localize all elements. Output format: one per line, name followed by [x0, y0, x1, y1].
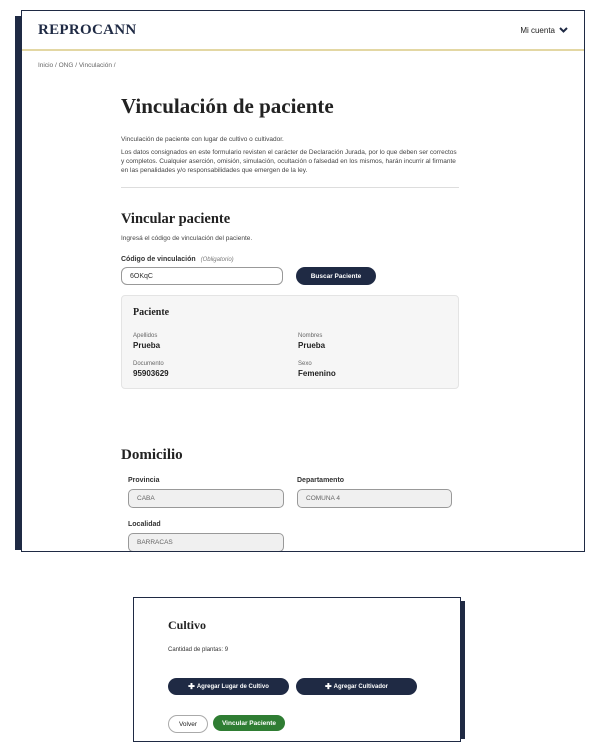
cultivo-window [133, 597, 461, 742]
apellidos-value: Prueba [133, 341, 161, 350]
nombres-field [298, 333, 325, 350]
localidad-field[interactable]: BARRACAS [128, 533, 284, 552]
provincia-field[interactable]: CABA [128, 489, 284, 508]
sexo-field [298, 361, 336, 378]
required-note: (Obligatorio) [200, 257, 234, 263]
apellidos-label: Apellidos [133, 333, 158, 339]
code-label-text: Código de vinculación [121, 256, 196, 263]
code-label [121, 256, 459, 263]
cultivo-title: Cultivo [168, 618, 207, 632]
top-bar [22, 11, 584, 51]
page-title: Vinculación de paciente [121, 94, 334, 118]
departamento-field[interactable]: COMUNA 4 [297, 489, 452, 508]
nombres-label: Nombres [298, 333, 323, 339]
sexo-value: Femenino [298, 369, 336, 378]
documento-label: Documento [133, 361, 164, 367]
divider [121, 187, 459, 188]
domicilio-title: Domicilio [121, 447, 183, 463]
chevron-down-icon [559, 25, 568, 35]
plus-icon: ✚ [188, 681, 195, 691]
main-content [121, 94, 459, 389]
code-row [121, 267, 459, 285]
brand-logo[interactable]: REPROCANN [38, 21, 137, 38]
apellidos-field [133, 333, 160, 350]
provincia-label: Provincia [128, 477, 160, 484]
legal-text: Los datos consignados en este formulario revisten el carácter de Declaración Jurada, por lo que deben ser correctos y completos. Cualquier aserción, omisión, simulación, ocultación o falsedad en los mismos, harán incurrir al firmante en las penalidades y/o responsabilidades que emergen de la ley. [121, 149, 457, 174]
volver-button[interactable]: Volver [168, 715, 208, 733]
documento-field [133, 361, 169, 378]
main-window [21, 10, 585, 552]
cantidad-plantas: Cantidad de plantas: 9 [168, 647, 229, 653]
code-input[interactable]: 6OKqC [121, 267, 283, 285]
agregar-cultivador-button[interactable] [296, 678, 417, 695]
vincular-help: Ingresá el código de vinculación del paciente. [121, 235, 253, 242]
buscar-paciente-button[interactable]: Buscar Paciente [296, 267, 376, 285]
agregar-lugar-button[interactable] [168, 678, 289, 695]
account-menu[interactable] [520, 25, 568, 35]
agregar-lugar-label: Agregar Lugar de Cultivo [196, 683, 269, 690]
documento-value: 95903629 [133, 369, 169, 378]
departamento-label: Departamento [297, 477, 345, 484]
agregar-cultivador-label: Agregar Cultivador [333, 683, 389, 690]
vincular-title: Vincular paciente [121, 211, 231, 227]
localidad-label: Localidad [128, 521, 161, 528]
vincular-paciente-button[interactable]: Vincular Paciente [213, 715, 285, 731]
paciente-card [121, 295, 459, 389]
breadcrumb[interactable]: Inicio / ONG / Vinculación / [38, 62, 116, 69]
sexo-label: Sexo [298, 361, 312, 367]
intro-text: Vinculación de paciente con lugar de cultivo o cultivador. [121, 136, 284, 143]
nombres-value: Prueba [298, 341, 326, 350]
account-label: Mi cuenta [520, 25, 555, 35]
paciente-title: Paciente [133, 307, 170, 318]
plus-icon: ✚ [324, 681, 332, 691]
